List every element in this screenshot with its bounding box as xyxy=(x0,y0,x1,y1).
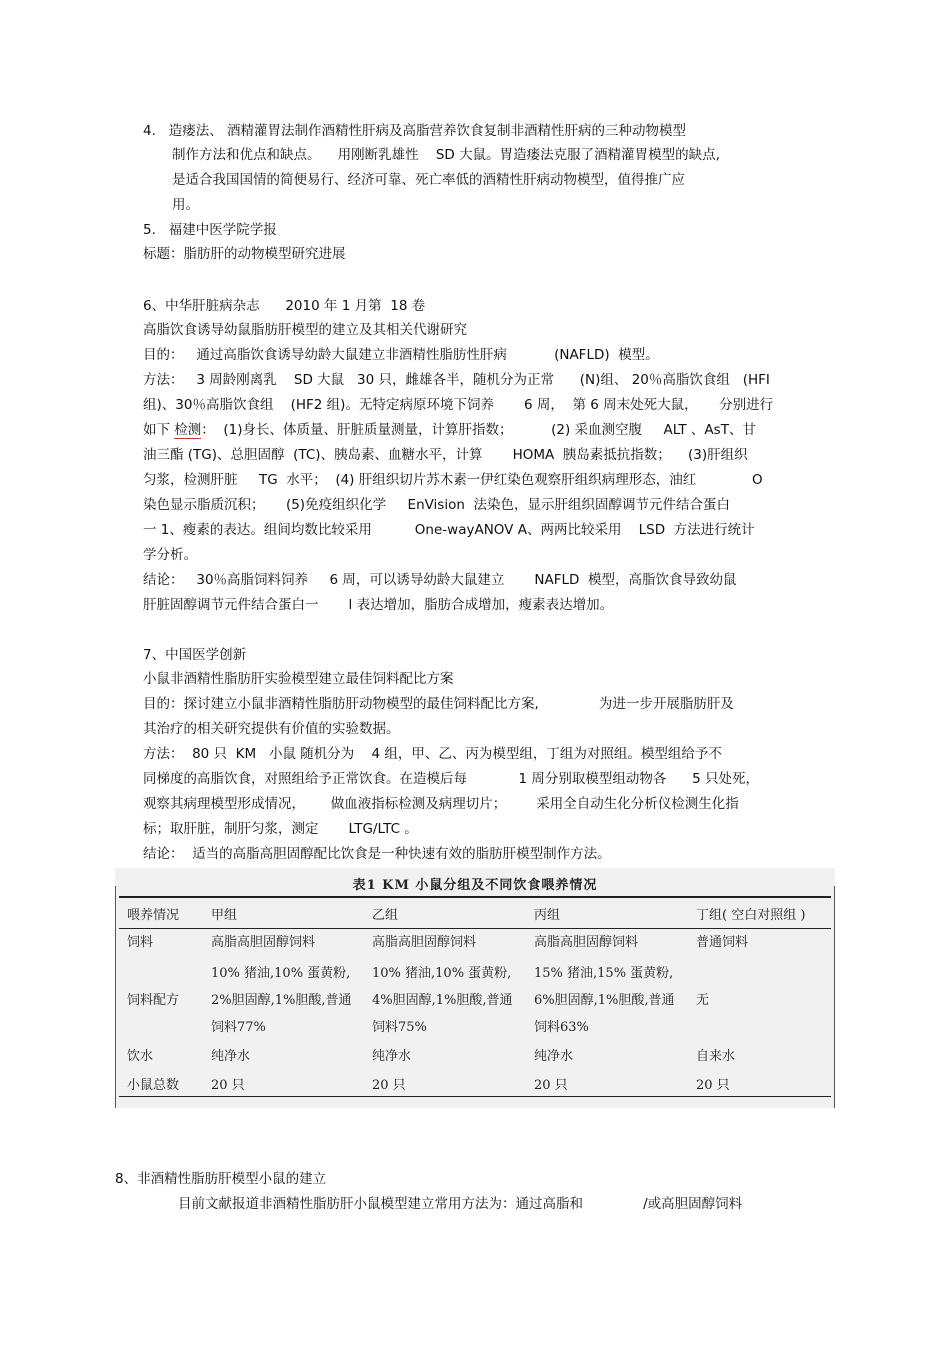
s6-method-6: 染色显示脂质沉积； (5)免疫组织化学 EnVision 法染色，显示肝组织固醇调节元件结合蛋白 xyxy=(143,497,730,513)
s6-method-4: 油三酯 (TG)、总胆固醇 (TC)、胰岛素、血糖水平，计算 HOMA 胰岛素抵抗指数； (3)肝组织 xyxy=(143,447,748,463)
table-cell: 高脂高胆固醇饲料 xyxy=(211,935,316,950)
s6-title: 高脂饮食诱导幼鼠脂肪肝模型的建立及其相关代谢研究 xyxy=(143,322,467,338)
table-cell: 纯净水 xyxy=(372,1049,412,1064)
table-header-cell: 丙组 xyxy=(534,908,561,923)
s6-conclusion-2: 肝脏固醇调节元件结合蛋白一 l 表达增加，脂肪合成增加，瘦素表达增加。 xyxy=(143,597,614,613)
table-cell: 20 只 xyxy=(372,1078,406,1093)
s8-heading: 8、非酒精性脂肪肝模型小鼠的建立 xyxy=(115,1171,327,1187)
table-header-rule xyxy=(119,928,831,929)
table-cell: 饲料77% xyxy=(211,1020,266,1035)
table-row-label: 饲料 xyxy=(127,935,154,950)
s6-conclusion-1: 结论： 30％高脂饲料饲养 6 周，可以诱导幼龄大鼠建立 NAFLD 模型，高脂饮食导致幼鼠 xyxy=(143,572,737,588)
s4-line3: 是适合我国国情的简便易行、经济可靠、死亡率低的酒精性肝病动物模型，值得推广应 xyxy=(172,172,685,188)
s7-title: 小鼠非酒精性脂肪肝实验模型建立最佳饲料配比方案 xyxy=(143,671,454,687)
table-cell: 10% 猪油,10% 蛋黄粉, xyxy=(211,966,351,981)
s7-conclusion: 结论： 适当的高脂高胆固醇配比饮食是一种快速有效的脂肪肝模型制作方法。 xyxy=(143,846,611,862)
table-cell: 纯净水 xyxy=(211,1049,251,1064)
table-right-edge xyxy=(834,886,835,1108)
table-cell: 20 只 xyxy=(696,1078,730,1093)
table-cell: 高脂高胆固醇饲料 xyxy=(534,935,639,950)
s6-method-3 xyxy=(143,421,756,439)
s6-aim: 目的： 通过高脂饮食诱导幼龄大鼠建立非酒精性脂肪性肝病 (NAFLD) 模型。 xyxy=(143,347,659,363)
table-cell: 15% 猪油,15% 蛋黄粉, xyxy=(534,966,674,981)
s7-aim-1: 目的：探讨建立小鼠非酒精性脂肪肝动物模型的最佳饲料配比方案, 为进一步开展脂肪肝及 xyxy=(143,696,734,712)
table-row-label: 饲料配方 xyxy=(127,993,180,1008)
s4-line4: 用。 xyxy=(172,197,199,213)
table-cell: 6%胆固醇,1%胆酸,普通 xyxy=(534,993,675,1008)
diet-table-figure xyxy=(115,868,835,1108)
table-cell: 4%胆固醇,1%胆酸,普通 xyxy=(372,993,513,1008)
s6-method-1: 方法： 3 周龄刚离乳 SD 大鼠 30 只，雌雄各半，随机分为正常 (N)组、 20％高脂饮食组 (HFI xyxy=(143,372,770,388)
table-caption: 表1 KM 小鼠分组及不同饮食喂养情况 xyxy=(352,878,598,893)
table-cell: 20 只 xyxy=(211,1078,245,1093)
table-cell: 自来水 xyxy=(696,1049,736,1064)
s6-method-2: 组)、30％高脂饮食组 (HF2 组)。无特定病原环境下饲养 6 周， 第 6 周末处死大鼠， 分别进行 xyxy=(143,397,774,413)
table-row-label: 小鼠总数 xyxy=(127,1078,180,1093)
table-header-cell: 丁组( 空白对照组 ) xyxy=(696,908,806,923)
table-cell: 10% 猪油,10% 蛋黄粉, xyxy=(372,966,512,981)
s5-title: 标题：脂肪肝的动物模型研究进展 xyxy=(143,246,346,262)
detect-underlined-word: 检测 xyxy=(174,422,202,438)
table-cell: 无 xyxy=(696,993,710,1008)
table-header-cell: 喂养情况 xyxy=(127,908,180,923)
s7-method-4: 标；取肝脏，制肝匀浆，测定 LTG/LTC 。 xyxy=(143,821,418,837)
table-cell: 2%胆固醇,1%胆酸,普通 xyxy=(211,993,352,1008)
table-header-cell: 甲组 xyxy=(211,908,238,923)
s8-paragraph-1: 目前文献报道非酒精性脂肪肝小鼠模型建立常用方法为：通过高脂和 /或高胆固醇饲料 xyxy=(178,1196,743,1212)
s6-method-5: 匀浆，检测肝脏 TG 水平； (4) 肝组织切片苏木素一伊红染色观察肝组织病理形态，油红 O xyxy=(143,472,763,488)
s7-method-1: 方法： 80 只 KM 小鼠 随机分为 4 组，甲、乙、丙为模型组，丁组为对照组。模型组给予不 xyxy=(143,746,722,762)
table-cell: 纯净水 xyxy=(534,1049,574,1064)
s7-method-2: 同梯度的高脂饮食，对照组给予正常饮食。在造模后每 1 周分别取模型组动物各 5 只处死， xyxy=(143,771,760,787)
s6-method-3a: 如下 xyxy=(143,422,175,438)
table-cell: 高脂高胆固醇饲料 xyxy=(372,935,477,950)
table-cell: 饲料63% xyxy=(534,1020,589,1035)
table-left-edge xyxy=(115,886,116,1108)
s4-line2: 制作方法和优点和缺点。 用刚断乳雄性 SD 大鼠。胃造瘘法克服了酒精灌胃模型的缺点, xyxy=(172,147,720,163)
table-header-cell: 乙组 xyxy=(372,908,399,923)
s4-line1: 4. 造瘘法、 酒精灌胃法制作酒精性肝病及高脂营养饮食复制非酒精性肝病的三种动物模型 xyxy=(143,123,687,139)
s7-aim-2: 其治疗的相关研究提供有价值的实验数据。 xyxy=(143,721,400,737)
s6-method-3b: ： (1)身长、体质量、肝脏质量测量，计算肝指数； (2) 采血测空腹 ALT 、AsT、甘 xyxy=(201,422,756,438)
table-cell: 普通饲料 xyxy=(696,935,749,950)
s7-heading: 7、中国医学创新 xyxy=(143,647,247,663)
s6-heading: 6、中华肝脏病杂志 2010 年 1 月第 18 卷 xyxy=(143,298,426,314)
s5-line: 5. 福建中医学院学报 xyxy=(143,222,277,238)
table-cell: 饲料75% xyxy=(372,1020,427,1035)
table-cell: 20 只 xyxy=(534,1078,568,1093)
table-top-rule xyxy=(119,896,831,898)
table-row-label: 饮水 xyxy=(127,1049,154,1064)
table-bottom-rule xyxy=(119,1096,831,1097)
s6-method-8: 学分析。 xyxy=(143,547,197,563)
s7-method-3: 观察其病理模型形成情况， 做血液指标检测及病理切片； 采用全自动生化分析仪检测生化指 xyxy=(143,796,739,812)
s6-method-7: 一 1、瘦素的表达。组间均数比较采用 One-wayANOV A、两两比较采用 LSD 方法进行统计 xyxy=(143,522,755,538)
